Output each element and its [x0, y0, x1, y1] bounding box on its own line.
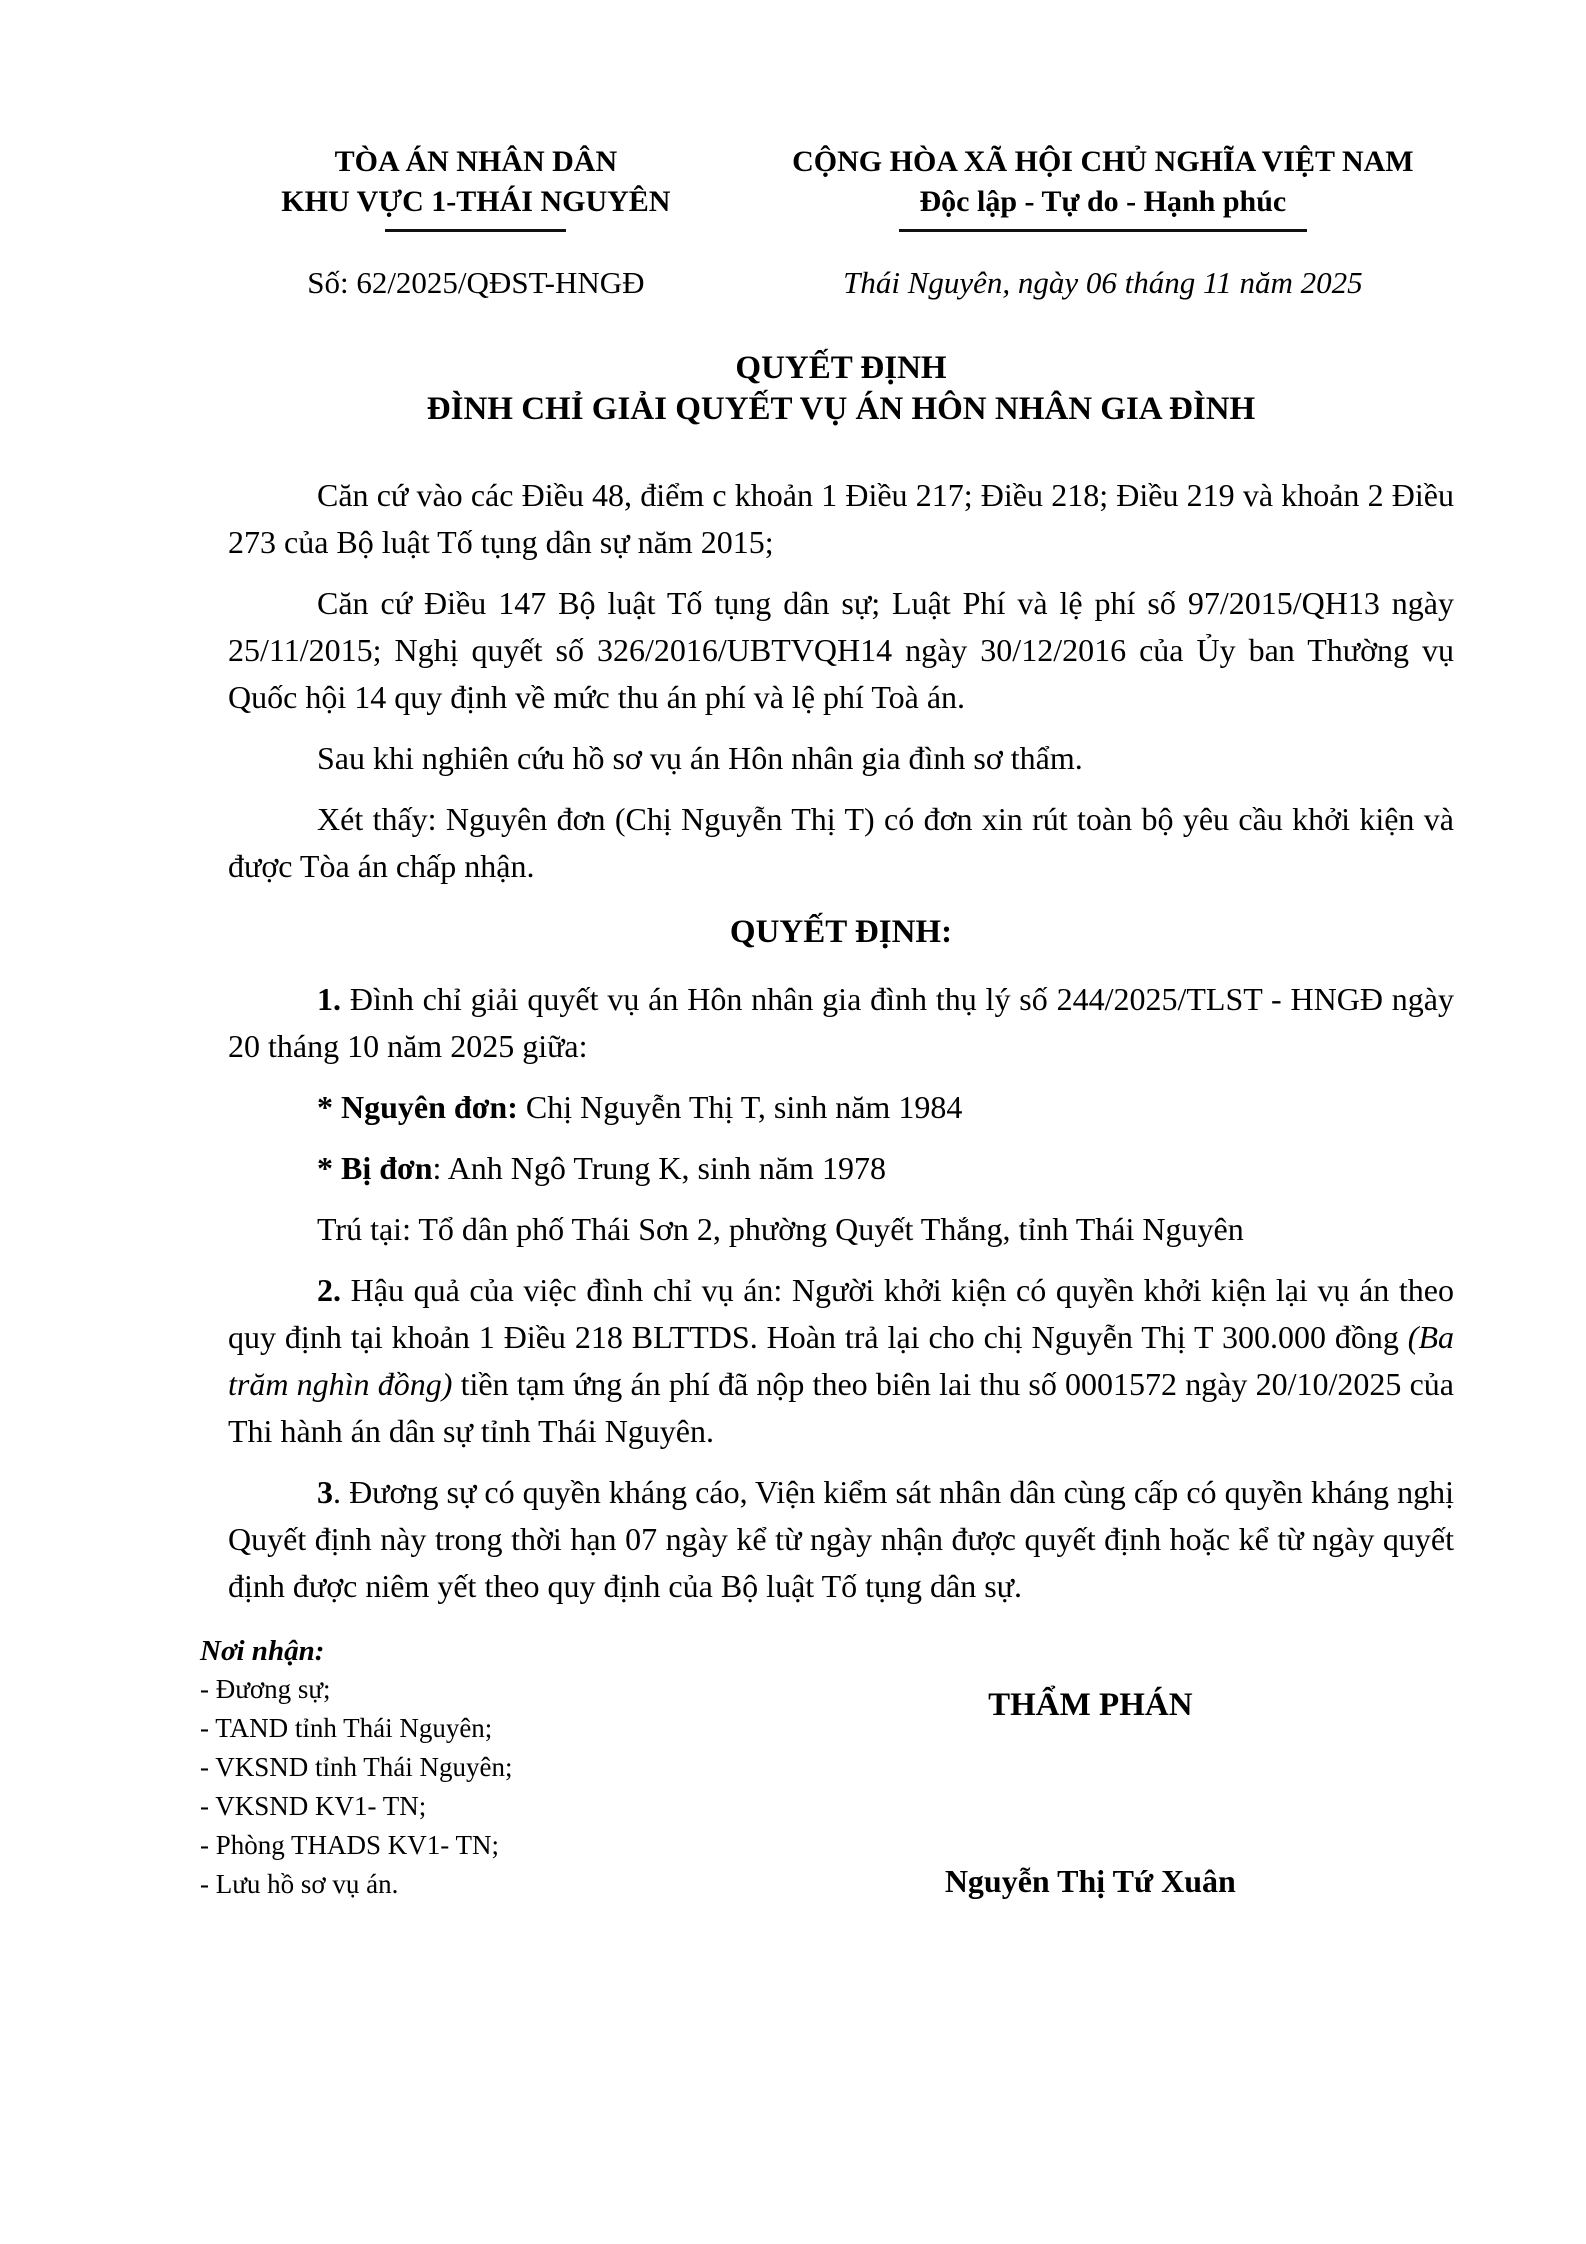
court-branch: KHU VỰC 1-THÁI NGUYÊN — [281, 185, 671, 218]
court-header-rule — [385, 229, 566, 232]
address-line: Trú tại: Tổ dân phố Thái Sơn 2, phường Quyết Thắng, tỉnh Thái Nguyên — [317, 1211, 1244, 1247]
item-number: 3 — [317, 1474, 333, 1510]
defendant-label: Bị đơn — [341, 1150, 433, 1186]
preamble-paragraph: Căn cứ vào các Điều 48, điểm c khoản 1 Điều 217; Điều 218; Điều 219 và khoản 2 Điều 273 của Bộ luật Tố tụng dân sự năm 2015; — [228, 477, 1454, 560]
number-date-row — [200, 262, 1454, 304]
amount-in-words: (Ba trăm nghìn đồng) — [228, 1319, 1454, 1402]
defendant-value: : Anh Ngô Trung K, sinh năm 1978 — [432, 1150, 886, 1186]
recipient-item: - Đương sự; — [200, 1674, 331, 1704]
operative-item-1 — [228, 976, 1454, 1070]
republic-header-rule — [899, 229, 1307, 232]
recipients-block — [200, 1632, 727, 1904]
recipient-item: - VKSND KV1- TN; — [200, 1791, 427, 1821]
document-title — [228, 348, 1454, 430]
title-line2: ĐÌNH CHỈ GIẢI QUYẾT VỤ ÁN HÔN NHÂN GIA ĐÌNH — [426, 391, 1256, 427]
court-header-block — [200, 142, 752, 232]
document-number: Số: 62/2025/QĐST-HNGĐ — [307, 265, 645, 300]
judge-title: THẨM PHÁN — [988, 1687, 1193, 1723]
operative-item-3 — [228, 1469, 1454, 1610]
decision-section-heading: QUYẾT ĐỊNH: — [729, 914, 953, 950]
title-line1: QUYẾT ĐỊNH — [735, 350, 947, 386]
star-mark: * — [317, 1150, 341, 1186]
star-mark: * — [317, 1089, 341, 1125]
republic-motto: Độc lập - Tự do - Hạnh phúc — [919, 185, 1287, 218]
court-name: TÒA ÁN NHÂN DÂN — [334, 145, 618, 178]
item-text: . Đương sự có quyền kháng cáo, Viện kiểm sát nhân dân cùng cấp có quyền kháng nghị Quyết định này trong thời hạn 07 ngày kể từ ngày nhận được quyết định hoặc kể từ ngày quyết định được niêm yết theo quy định của Bộ luật Tố tụng dân sự. — [228, 1474, 1454, 1604]
document-footer — [200, 1632, 1454, 1904]
signature-space — [727, 1726, 1454, 1860]
item-number: 2. — [317, 1272, 341, 1308]
defendant-line — [228, 1145, 1454, 1192]
recipient-item: - Phòng THADS KV1- TN; — [200, 1830, 500, 1860]
place-date-line: Thái Nguyên, ngày 06 tháng 11 năm 2025 — [843, 265, 1363, 300]
judge-name: Nguyễn Thị Tứ Xuân — [944, 1863, 1236, 1899]
item-text-pre: Hậu quả của việc đình chỉ vụ án: Người khởi kiện có quyền khởi kiện lại vụ án theo quy định tại khoản 1 Điều 218 BLTTDS. Hoàn trả lại cho chị Nguyễn Thị T 300.000 đồng — [228, 1272, 1454, 1355]
item-text-post: tiền tạm ứng án phí đã nộp theo biên lai thu số 0001572 ngày 20/10/2025 của Thi hành án dân sự tỉnh Thái Nguyên. — [228, 1366, 1455, 1449]
recipient-item: - VKSND tỉnh Thái Nguyên; — [200, 1752, 513, 1782]
preamble-paragraph: Xét thấy: Nguyên đơn (Chị Nguyễn Thị T) có đơn xin rút toàn bộ yêu cầu khởi kiện và được Tòa án chấp nhận. — [228, 801, 1454, 884]
republic-header-block — [752, 142, 1454, 232]
recipient-item: - Lưu hồ sơ vụ án. — [200, 1869, 399, 1899]
republic-name: CỘNG HÒA XÃ HỘI CHỦ NGHĨA VIỆT NAM — [792, 145, 1414, 178]
operative-item-2 — [228, 1267, 1454, 1455]
preamble-paragraph: Căn cứ Điều 147 Bộ luật Tố tụng dân sự; Luật Phí và lệ phí số 97/2015/QH13 ngày 25/11/2015; Nghị quyết số 326/2016/UBTVQH14 ngày 30/12/2016 của Ủy ban Thường vụ Quốc hội 14 quy định về mức thu án phí và lệ phí Toà án. — [228, 585, 1454, 715]
plaintiff-line — [228, 1084, 1454, 1131]
preamble-paragraph: Sau khi nghiên cứu hồ sơ vụ án Hôn nhân gia đình sơ thẩm. — [317, 740, 1083, 776]
signature-block — [727, 1632, 1454, 1904]
plaintiff-value: Chị Nguyễn Thị T, sinh năm 1984 — [517, 1089, 963, 1125]
item-text: Đình chỉ giải quyết vụ án Hôn nhân gia đình thụ lý số 244/2025/TLST - HNGĐ ngày 20 tháng 10 năm 2025 giữa: — [228, 981, 1454, 1064]
recipient-item: - TAND tỉnh Thái Nguyên; — [200, 1713, 493, 1743]
item-number: 1. — [317, 981, 341, 1017]
document-header — [200, 142, 1454, 232]
document-body — [228, 472, 1454, 1610]
plaintiff-label: Nguyên đơn: — [341, 1089, 518, 1125]
recipients-label: Nơi nhận: — [200, 1635, 325, 1667]
